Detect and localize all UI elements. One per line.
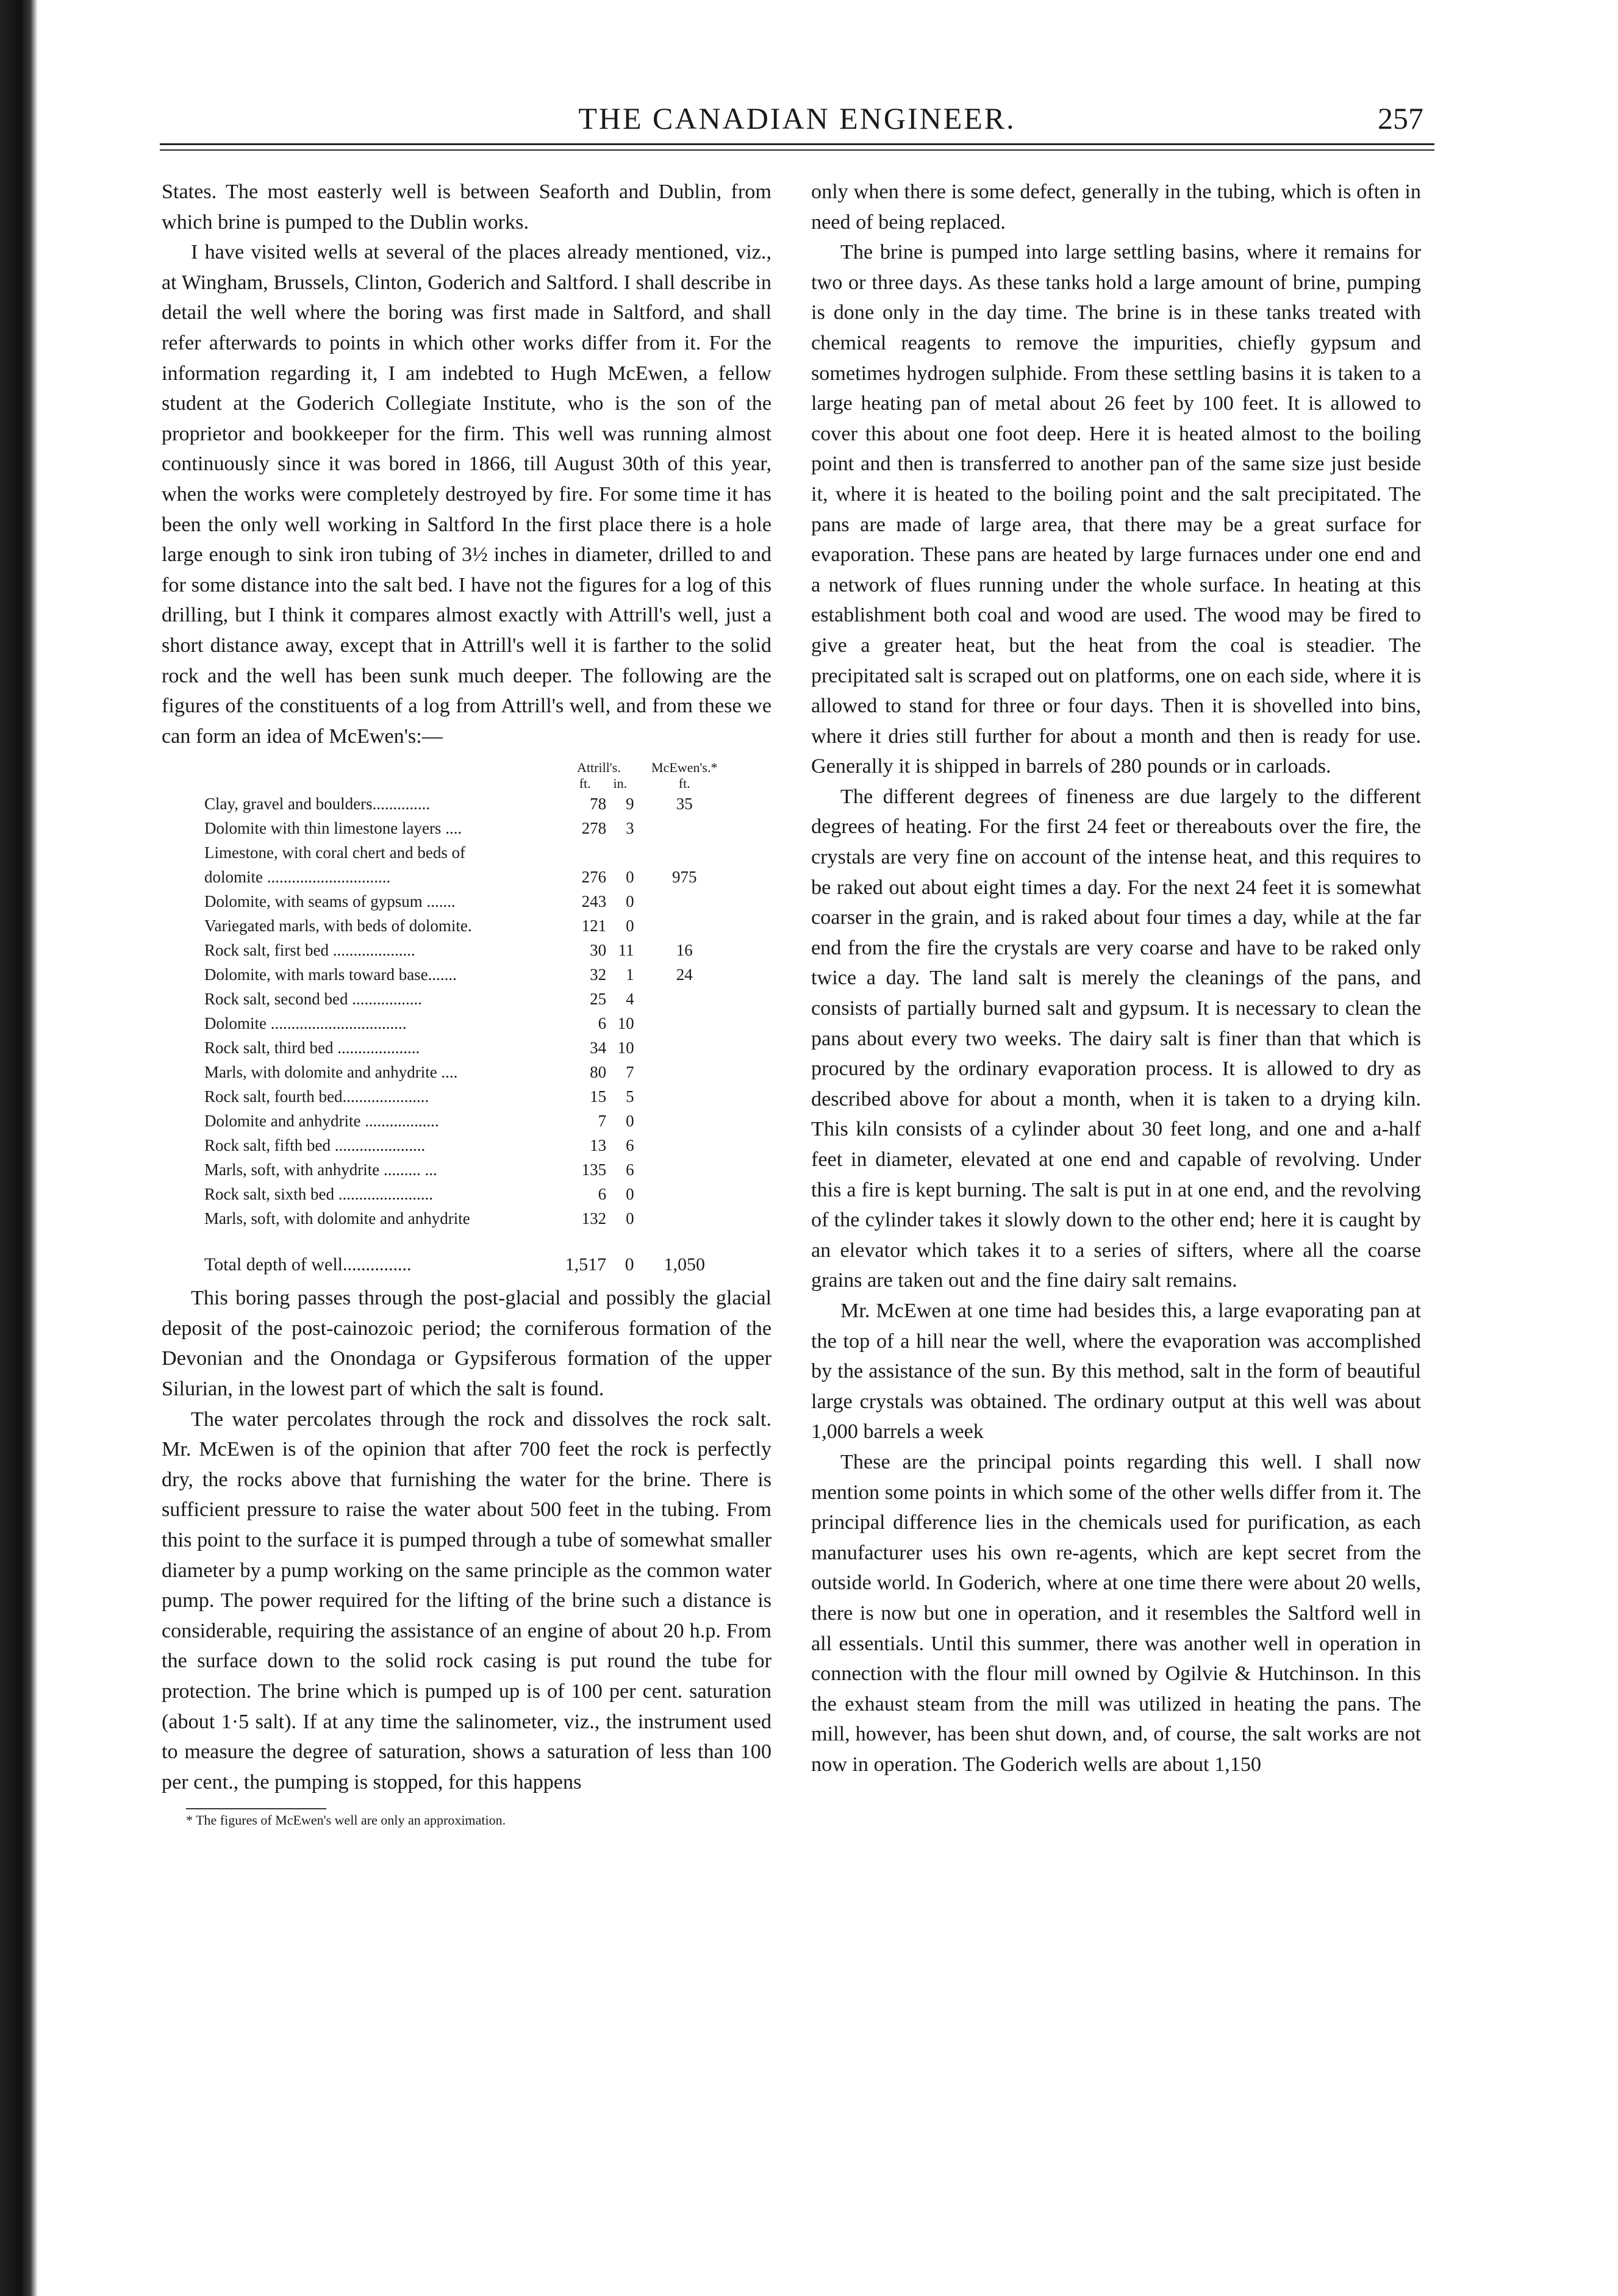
paragraph: Mr. McEwen at one time had besides this, a large evaporating pan at the top of a hill near the well, where the evaporation was accomplished by the assistance of the sun. By this method, salt in the form of beautiful large crystals was obtained. The ordinary output at this well was about 1,000 barrels a week: [811, 1299, 1421, 1443]
row-mcewen: [634, 1084, 735, 1109]
row-label: Rock salt, sixth bed .......................: [204, 1185, 433, 1204]
row-feet: 6: [598, 1185, 607, 1204]
row-inches: 7: [626, 1063, 634, 1082]
row-label: Marls, soft, with anhydrite ......... ...: [204, 1161, 437, 1179]
row-feet: 7: [598, 1112, 607, 1131]
total-label: Total depth of well...............: [204, 1254, 412, 1275]
row-label: Rock salt, second bed .................: [204, 990, 422, 1009]
row-mcewen: [634, 1060, 735, 1084]
paragraph: The water percolates through the rock and dissolves the rock salt. Mr. McEwen is of the opinion that after 700 feet the rock is perfectly dry, the rocks above that furnishing the water for the brine. There is sufficient pressure to raise the water about 500 feet in the tubing. From this point to the surface it is pumped through a tube of somewhat smaller diameter by a pump working on the same principle as the common water pump. The power required for the lifting of the brine such a distance is considerable, requiring the assistance of an engine of about 20 h.p. From the surface down to the solid rock casing is put round the tube for protection. The brine which is pumped up is of 100 per cent. saturation (about 1·5 salt). If at any time the salinometer, viz., the instrument used to measure the degree of saturation, shows a saturation of less than 100 per cent., the pumping is stopped, for this happens: [162, 1407, 771, 1794]
row-inches: 0: [626, 1185, 634, 1204]
footnote: * The figures of McEwen's well are only an approximation.: [186, 1812, 506, 1828]
table-row: [204, 938, 735, 962]
row-mcewen: [634, 1011, 735, 1035]
row-mcewen: [634, 840, 735, 865]
row-mcewen: [634, 1206, 735, 1231]
row-inches: 0: [626, 868, 634, 887]
row-inches: 4: [626, 990, 634, 1009]
table-header-row: [204, 760, 735, 776]
table-row: [204, 889, 735, 914]
well-log-table: [204, 760, 735, 1277]
total-mcewen: 1,050: [664, 1254, 706, 1275]
row-label: Rock salt, third bed ....................: [204, 1039, 420, 1057]
row-feet: 276: [581, 868, 607, 887]
row-inches: 0: [626, 1112, 634, 1131]
unit-in: in.: [613, 776, 628, 792]
left-column: [162, 177, 771, 1829]
row-label: Rock salt, fourth bed.....................: [204, 1087, 429, 1106]
row-feet: 25: [590, 990, 607, 1009]
row-label: Clay, gravel and boulders..............: [204, 795, 431, 814]
table-row: [204, 987, 735, 1011]
row-label: Dolomite .................................: [204, 1014, 407, 1033]
row-feet: 32: [590, 965, 607, 984]
row-label: Limestone, with coral chert and beds of: [204, 843, 466, 862]
row-mcewen: [634, 1133, 735, 1157]
unit-mcewen-ft: ft.: [678, 776, 690, 792]
row-mcewen: [634, 914, 735, 938]
table-row: [204, 914, 735, 938]
row-mcewen: 24: [676, 965, 693, 984]
total-ft: 1,517: [565, 1254, 607, 1275]
row-mcewen: [634, 1035, 735, 1060]
row-feet: 13: [590, 1136, 607, 1155]
table-row: [204, 1109, 735, 1133]
row-inches: [606, 840, 634, 865]
paragraph: only when there is some defect, generally in the tubing, which is often in need of being replaced.: [811, 181, 1421, 234]
unit-ft: ft.: [579, 776, 591, 792]
row-label: Dolomite, with seams of gypsum .......: [204, 892, 456, 911]
table-row: [204, 1011, 735, 1035]
row-inches: 0: [626, 1209, 634, 1228]
row-inches: 10: [617, 1039, 634, 1057]
row-mcewen: [634, 987, 735, 1011]
table-row: [204, 865, 735, 889]
row-inches: 0: [626, 892, 634, 911]
table-row: [204, 1060, 735, 1084]
row-inches: 11: [618, 941, 634, 960]
total-row: [204, 1231, 735, 1277]
row-mcewen: 16: [676, 941, 693, 960]
row-feet: 34: [590, 1039, 607, 1057]
row-label: Rock salt, fifth bed ......................: [204, 1136, 426, 1155]
paragraph: The brine is pumped into large settling basins, where it remains for two or three days. As these tanks hold a large amount of brine, pumping is done only in the day time. The brine is in these tanks treated with chemical reagents to remove the impurities, chiefly gypsum and sometimes hydrogen sulphide. From these settling basins it is taken to a large heating pan of metal about 26 feet by 100 feet. It is allowed to cover this about one foot deep. Here it is heated almost to the boiling point and then is transferred to another pan of the same size just beside it, where it is heated to the boiling point and the salt precipitated. The pans are made of large area, that there may be a great surface for evaporation. These pans are heated by large furnaces under one end and a network of flues running under the whole surface. In heating at this establishment both coal and wood are used. The wood may be fired to give a greater heat, but the heat from the coal is steadier. The precipitated salt is scraped out on platforms, one on each side, where it is allowed to stand for three or four days. Then it is shovelled into bins, where it dries still further for about a month and then is ready for use. Generally it is shipped in barrels of 280 pounds or in carloads.: [811, 241, 1421, 778]
row-inches: 0: [626, 917, 634, 935]
paragraph: States. The most easterly well is between Seaforth and Dublin, from which brine is pumped to the Dublin works.: [162, 181, 771, 234]
row-feet: 6: [598, 1014, 607, 1033]
row-label: Rock salt, first bed ....................: [204, 941, 415, 960]
row-mcewen: [634, 816, 735, 840]
row-label: Marls, soft, with dolomite and anhydrite: [204, 1209, 470, 1228]
right-column: [811, 177, 1421, 1779]
row-feet: 132: [581, 1209, 607, 1228]
footnote-rule: [186, 1808, 326, 1809]
row-feet: 243: [581, 892, 607, 911]
table-units-row: [204, 776, 735, 792]
row-inches: 9: [626, 795, 634, 814]
header-attrill: Attrill's.: [577, 760, 621, 776]
row-feet: 121: [581, 917, 607, 935]
header-rule-bottom: [160, 149, 1434, 151]
table-row: [204, 1133, 735, 1157]
page-binding-edge: [0, 0, 38, 2296]
paragraph: This boring passes through the post-glacial and possibly the glacial deposit of the post-cainozoic period; the corniferous formation of the Devonian and the Onondaga or Gypsiferous formation of the upper Silurian, in the lowest part of which the salt is found.: [162, 1287, 771, 1401]
table-row: [204, 1035, 735, 1060]
table-row: [204, 1084, 735, 1109]
table-row: [204, 816, 735, 840]
row-inches: 10: [617, 1014, 634, 1033]
running-title: THE CANADIAN ENGINEER.: [578, 101, 1016, 135]
row-mcewen: 975: [672, 868, 697, 887]
row-inches: 3: [626, 819, 634, 838]
row-inches: 6: [626, 1136, 634, 1155]
paragraph: I have visited wells at several of the places already mentioned, viz., at Wingham, Brussels, Clinton, Goderich and Saltford. I shall describe in detail the well where the boring was first made in Saltford, and shall refer afterwards to points in which other works differ from it. For the information regarding it, I am indebted to Hugh McEwen, a fellow student at the Goderich Collegiate Institute, who is the son of the proprietor and bookkeeper for the firm. This well was running almost continuously since it was bored in 1866, till August 30th of this year, when the works were completely destroyed by fire. For some time it has been the only well working in Saltford In the first place there is a hole large enough to sink iron tubing of 3½ inches in diameter, drilled to and for some distance into the salt bed. I have not the figures for a log of this drilling, but I think it compares almost exactly with Attrill's well, just a short distance away, except that in Attrill's well it is farther to the solid rock and the well has been sunk much deeper. The following are the figures of the constituents of a log from Attrill's well, and from these we can form an idea of McEwen's:—: [162, 241, 771, 748]
row-mcewen: [634, 1182, 735, 1206]
row-inches: 5: [626, 1087, 634, 1106]
row-feet: 135: [581, 1161, 607, 1179]
table-body: [204, 792, 735, 1231]
row-mcewen: [634, 889, 735, 914]
row-feet: 15: [590, 1087, 607, 1106]
row-label: Marls, with dolomite and anhydrite ....: [204, 1063, 458, 1082]
page-number: 257: [1378, 101, 1423, 135]
table-row: [204, 1182, 735, 1206]
row-mcewen: 35: [676, 795, 693, 814]
table-row: [204, 840, 735, 865]
page-header: [160, 101, 1434, 143]
row-feet: 80: [590, 1063, 607, 1082]
row-label: Dolomite with thin limestone layers ....: [204, 819, 462, 838]
row-mcewen: [634, 1109, 735, 1133]
table-row: [204, 792, 735, 816]
row-inches: 6: [626, 1161, 634, 1179]
row-feet: [564, 840, 606, 865]
row-feet: 78: [590, 795, 607, 814]
row-inches: 1: [626, 965, 634, 984]
row-feet: 278: [581, 819, 607, 838]
row-label: Dolomite, with marls toward base.......: [204, 965, 457, 984]
header-rule-top: [160, 143, 1434, 145]
table-row: [204, 1206, 735, 1231]
row-label: dolomite ..............................: [204, 868, 391, 887]
paragraph: The different degrees of fineness are due largely to the different degrees of heating. For the first 24 feet or thereabouts over the fire, the crystals are very fine on account of the intense heat, and this requires to be raked out about eight times a day. For the next 24 feet it is somewhat coarser in the grain, and is raked about four times a day, while at the far end from the fire the crystals are very coarse and have to be raked only twice a day. The land salt is merely the cleanings of the pans, and consists of partially burned salt and gypsum. It is necessary to clean the pans about every two weeks. The dairy salt is finer than that which is procured by the ordinary evaporation process. It is allowed to dry as described above for about a month, when it is taken to a drying kiln. This kiln consists of a cylinder about 30 feet long, and one and a-half feet in diameter, elevated at one end and capable of revolving. Under this a fire is kept burning. The salt is put in at one end, and the revolving of the cylinder takes it slowly down to the other end; here it is caught by an elevator which takes it to a series of sifters, where all the coarse grains are taken out and the fine dairy salt remains.: [811, 785, 1421, 1292]
row-label: Variegated marls, with beds of dolomite.: [204, 917, 472, 935]
total-in: 0: [625, 1254, 634, 1275]
header-mcewen: McEwen's.*: [651, 760, 718, 776]
row-label: Dolomite and anhydrite ..................: [204, 1112, 439, 1131]
table-row: [204, 1157, 735, 1182]
row-mcewen: [634, 1157, 735, 1182]
paragraph: These are the principal points regarding this well. I shall now mention some points in which some of the other wells differ from it. The principal difference lies in the chemicals used for purification, as each manufacturer uses his own re-agents, which are kept secret from the outside world. In Goderich, where at one time there were about 20 wells, there is now but one in operation, and it resembles the Saltford well in all essentials. Until this summer, there was another well in operation in connection with the flour mill owned by Ogilvie & Hutchinson. In this the exhaust steam from the mill was utilized in heating the pans. The mill, however, has been shut down, and, of course, the salt works are not now in operation. The Goderich wells are about 1,150: [811, 1450, 1421, 1776]
table-row: [204, 962, 735, 987]
row-feet: 30: [590, 941, 607, 960]
